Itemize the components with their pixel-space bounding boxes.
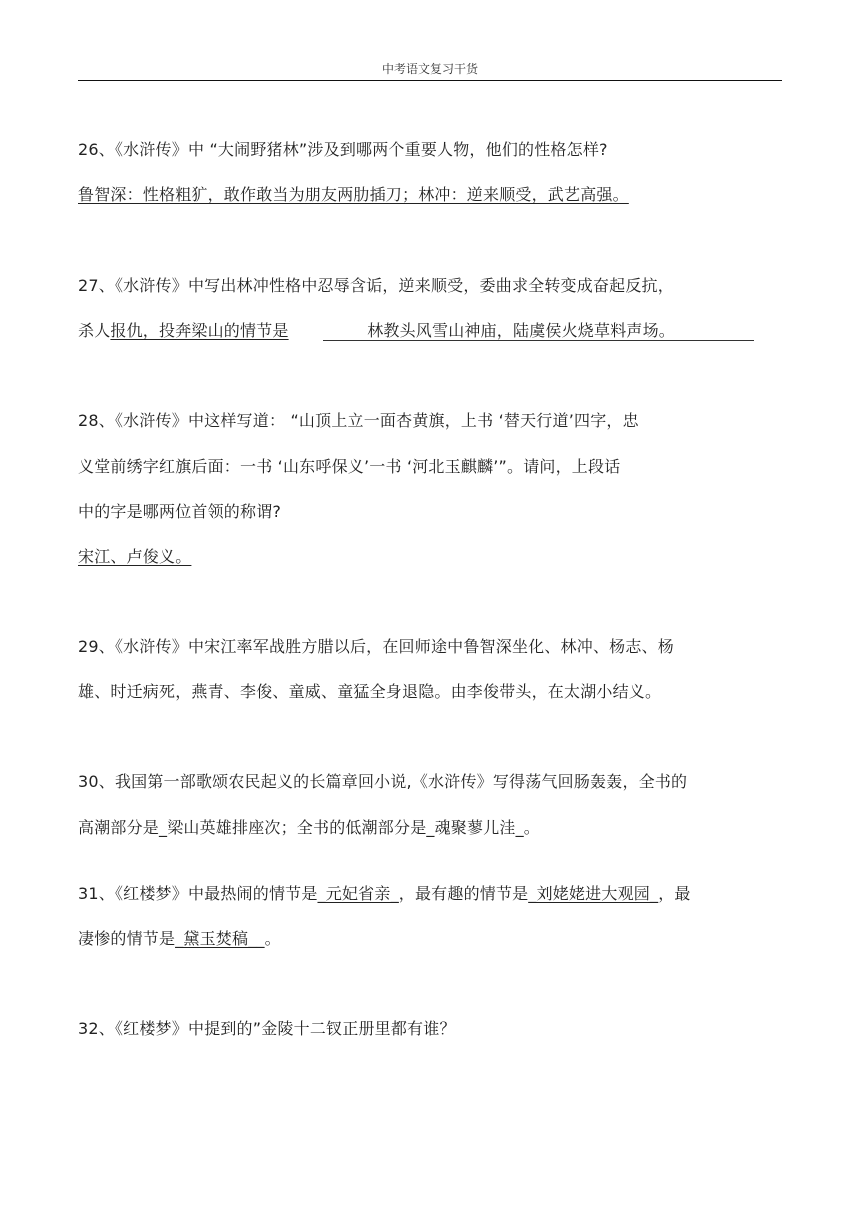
question-31-line1 <box>78 885 782 903</box>
answer-26 <box>78 186 782 204</box>
question-28-line1: 28、《水浒传》中这样写道： “山顶上立一面杏黄旗，上书 ‘替天行道’四字，忠 <box>78 411 639 430</box>
q31-part4: 凄惨的情节是 <box>78 929 176 948</box>
header-title: 中考语文复习干货 <box>381 62 478 76</box>
question-26: 26、《水浒传》中 “大闹野猪林”涉及到哪两个重要人物，他们的性格怎样? <box>78 140 608 159</box>
q27-answer: 林教头风雪山神庙，陆虞侯火烧草料声场。 <box>367 321 676 340</box>
q27-prefix: 杀人 <box>78 321 111 340</box>
q31-answer2: _刘姥姥进大观园_ <box>528 884 659 903</box>
q31-part5: 。 <box>264 929 281 948</box>
answer-26-text: 鲁智深：性格粗犷，敢作敢当为朋友两肋插刀；林冲：逆来顺受，武艺高强。 <box>78 185 629 204</box>
question-31-line2 <box>78 930 782 948</box>
q31-part2: ，最有趣的情节是 <box>398 884 529 903</box>
q31-answer1: _元妃省亲_ <box>317 884 399 903</box>
q31-answer3: _黛玉焚稿__ <box>175 929 265 948</box>
page-header <box>78 60 782 81</box>
question-30-line2: 高潮部分是_梁山英雄排座次；全书的低潮部分是_魂聚蓼儿洼_。 <box>78 818 541 837</box>
q27-answer-underline <box>323 340 754 341</box>
question-27-line2 <box>78 322 782 340</box>
question-28-line2: 义堂前绣字红旗后面：一书 ‘山东呼保义’一书 ‘河北玉麒麟’”。请问，上段话 <box>78 457 621 476</box>
q27-mid: 报仇，投奔梁山的情节是 <box>110 321 289 340</box>
question-28-line3: 中的字是哪两位首领的称谓? <box>78 502 282 521</box>
q31-part3: ，最 <box>658 884 691 903</box>
answer-28 <box>78 548 782 566</box>
question-27-line1: 27、《水浒传》中写出林冲性格中忍辱含诟，逆来顺受，委曲求全转变成奋起反抗， <box>78 276 674 295</box>
question-29-line2: 雄、时迁病死，燕青、李俊、童威、童猛全身退隐。由李俊带头，在太湖小结义。 <box>78 682 662 701</box>
question-32: 32、《红楼梦》中提到的”金陵十二钗正册里都有谁？ <box>78 1019 456 1038</box>
question-30-line1: 30、我国第一部歌颂农民起义的长篇章回小说,《水浒传》写得荡气回肠轰轰，全书的 <box>78 772 688 791</box>
question-29-line1: 29、《水浒传》中宋江率军战胜方腊以后，在回师途中鲁智深坐化、林冲、杨志、杨 <box>78 637 674 656</box>
answer-28-text: 宋江、卢俊义。 <box>78 547 192 566</box>
q31-part1: 31、《红楼梦》中最热闹的情节是 <box>78 884 318 903</box>
